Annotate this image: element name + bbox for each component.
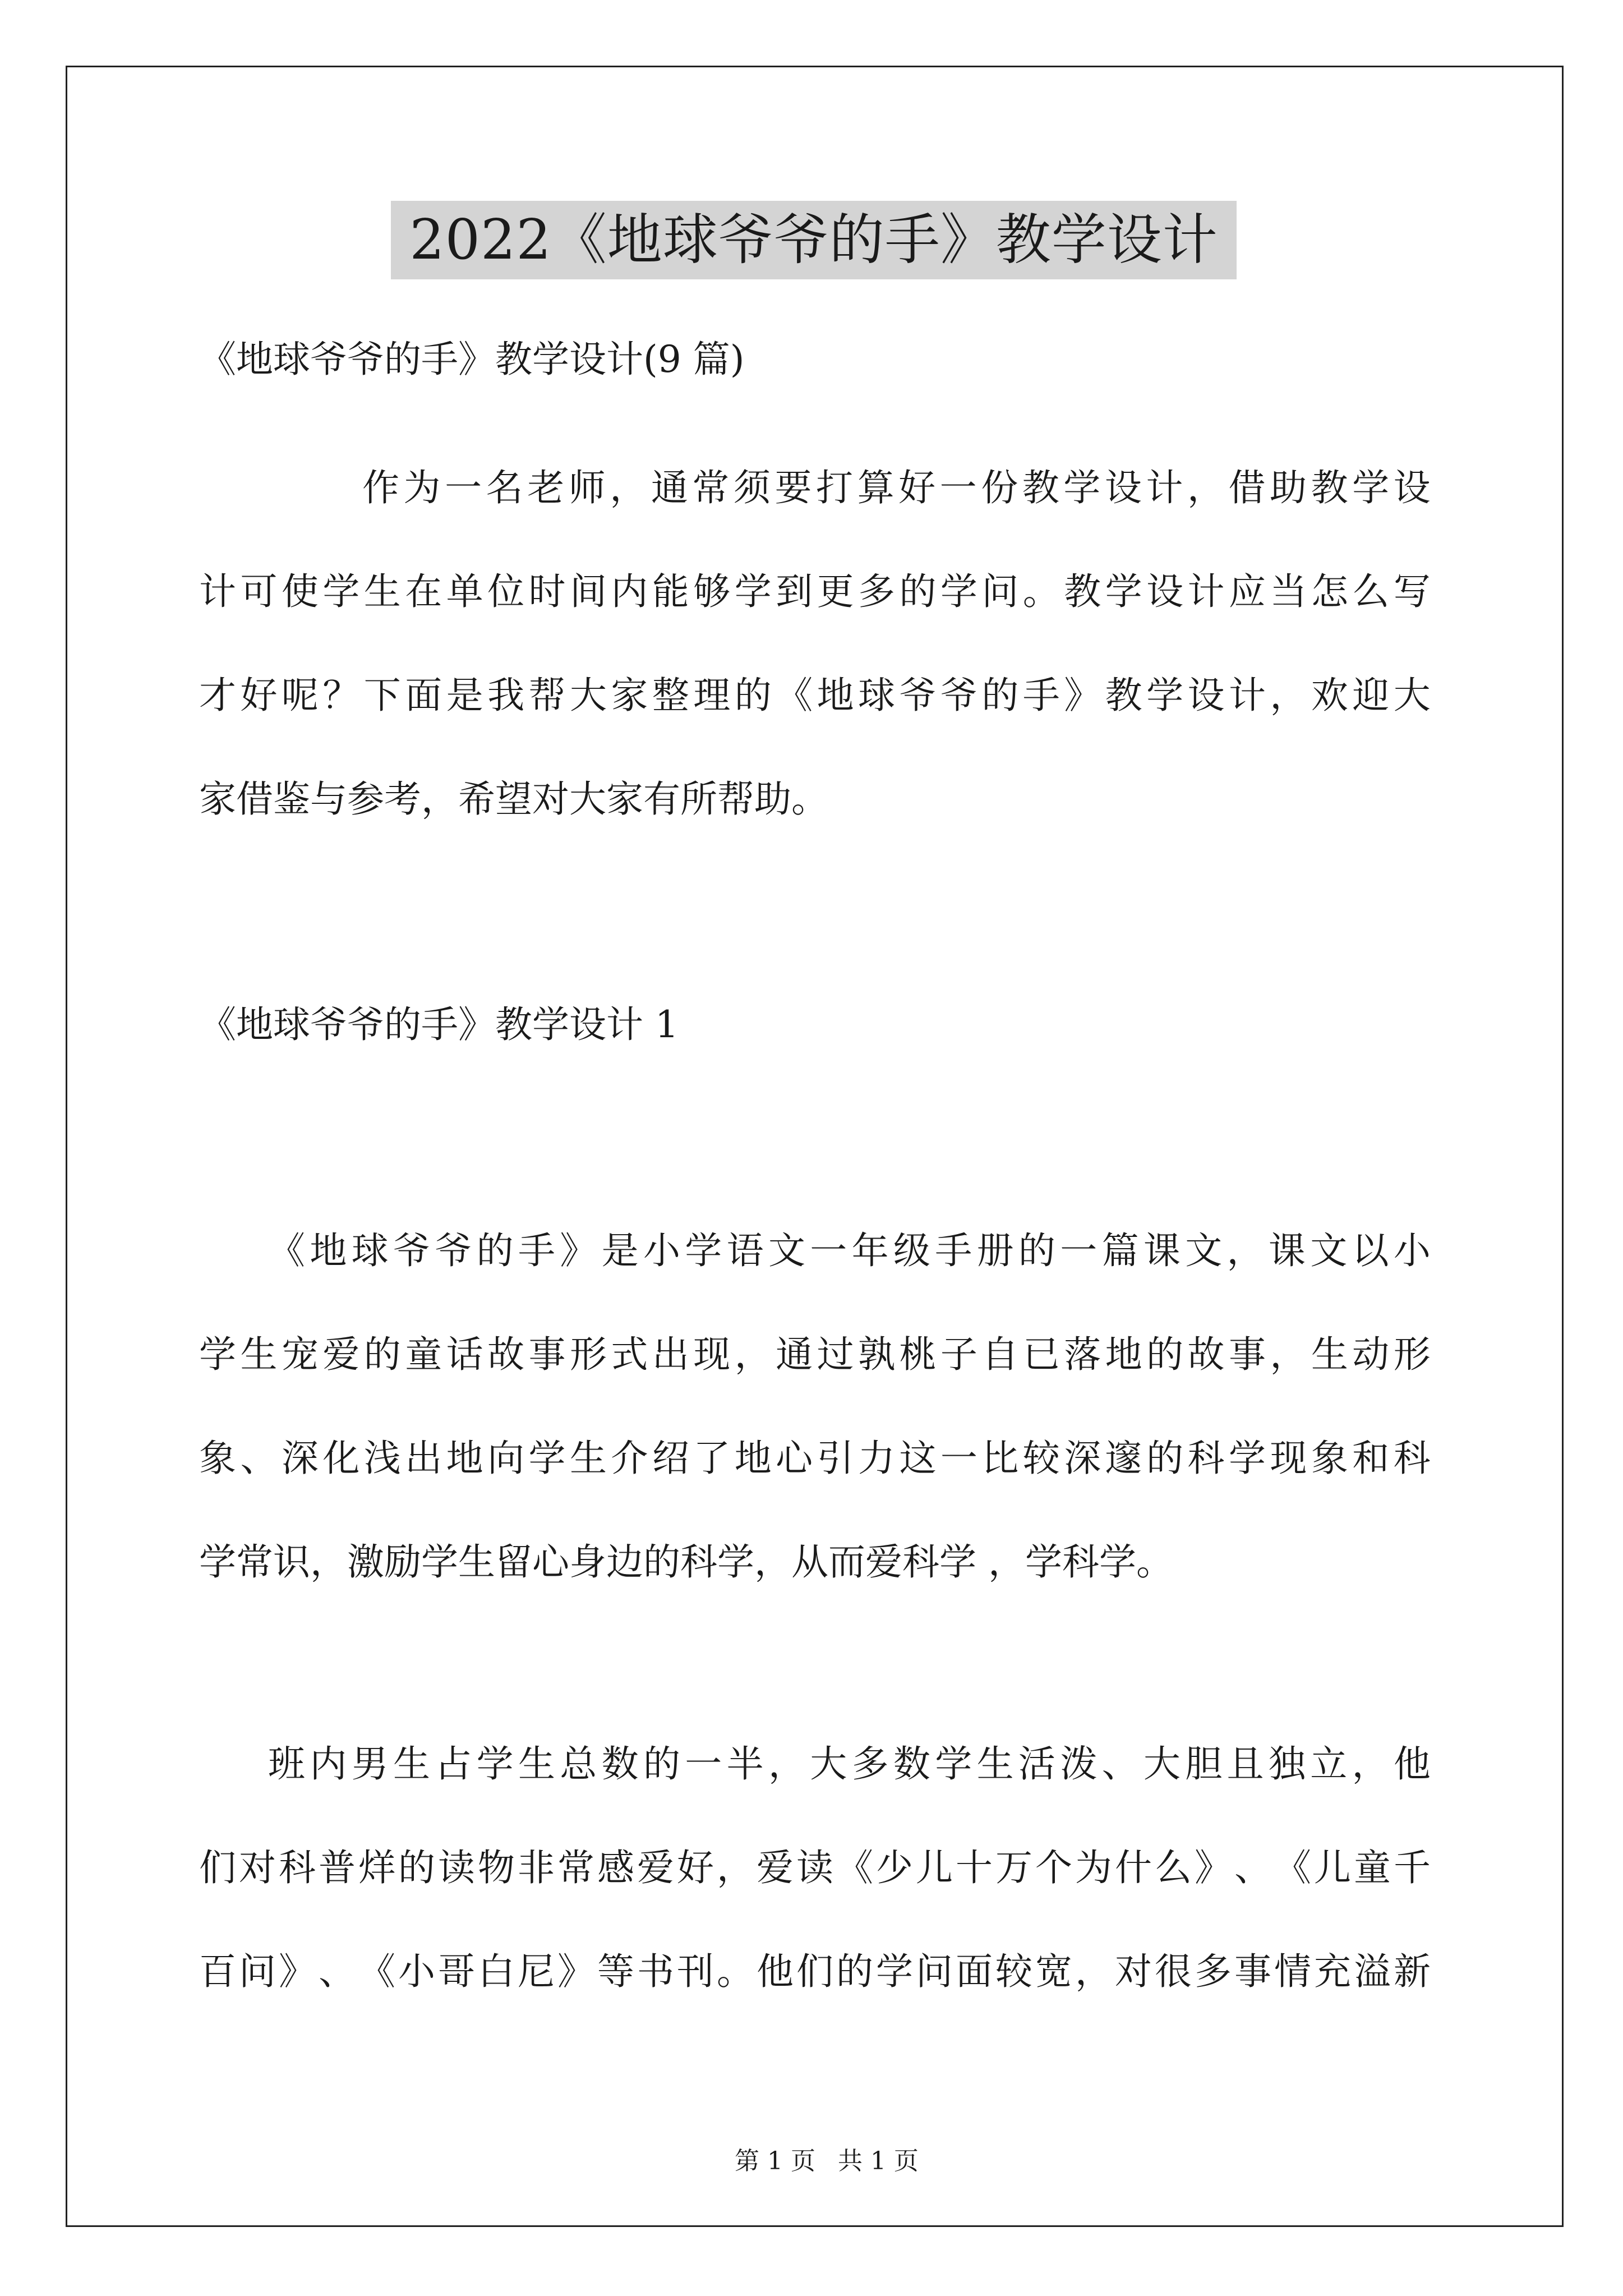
paragraph1-line-4: 学常识，激励学生留心身边的科学，从而爱科学 ，学科学。 — [199, 1540, 1173, 1584]
document-title: 2022《地球爷爷的手》教学设计 — [391, 201, 1237, 279]
section-heading: 《地球爷爷的手》教学设计 1 — [199, 1003, 679, 1046]
paragraph1-line-1: 《 地 球 爷 爷 的 手 》 是 小 学 语 文 一 年 级 手 册 的 一 篇 课 文 ， 课 文 以 小 — [268, 1229, 1431, 1272]
intro-line-4: 家借鉴与参考，希望对大家有所帮助。 — [199, 777, 828, 821]
page-footer — [735, 2145, 941, 2178]
paragraph2-line-3: 百 问 》 、 《 小 哥 白 尼 》 等 书 刊 。 他 们 的 学 问 面 较 宽 ， 对 很 多 事 情 充 溢 新 — [199, 1950, 1431, 1993]
paragraph1-line-2: 学 生 宠 爱 的 童 话 故 事 形 式 出 现 ， 通 过 孰 桃 子 自 已 落 地 的 故 事 ， 生 动 形 — [199, 1333, 1431, 1376]
paragraph2-line-2: 们 对 科 普 烊 的 读 物 非 常 感 爱 好 ， 爱 读 《 少 儿 十 万 个 为 什 么 》 、 《 儿 童 千 — [199, 1846, 1431, 1889]
intro-line-1: 作 为 一 名 老 师 ， 通 常 须 要 打 算 好 一 份 教 学 设 计 ， 借 助 教 学 设 — [362, 466, 1431, 509]
paragraph2-line-1: 班 内 男 生 占 学 生 总 数 的 一 半 ， 大 多 数 学 生 活 泼 、 大 胆 且 独 立 ， 他 — [268, 1742, 1431, 1786]
page-total: 共 1 页 — [837, 2147, 919, 2175]
intro-line-3: 才 好 呢 ？ 下 面 是 我 帮 大 家 整 理 的 《 地 球 爷 爷 的 手 》 教 学 设 计 ， 欢 迎 大 — [199, 674, 1431, 717]
page-number: 第 1 页 — [735, 2147, 815, 2175]
document-subtitle: 《地球爷爷的手》教学设计(9 篇) — [199, 338, 745, 381]
page-border — [66, 66, 1564, 2227]
intro-line-2: 计 可 使 学 生 在 单 位 时 间 内 能 够 学 到 更 多 的 学 问 。 教 学 设 计 应 当 怎 么 写 — [199, 570, 1431, 613]
paragraph1-line-3: 象 、 深 化 浅 出 地 向 学 生 介 绍 了 地 心 引 力 这 一 比 较 深 邃 的 科 学 现 象 和 科 — [199, 1437, 1431, 1480]
